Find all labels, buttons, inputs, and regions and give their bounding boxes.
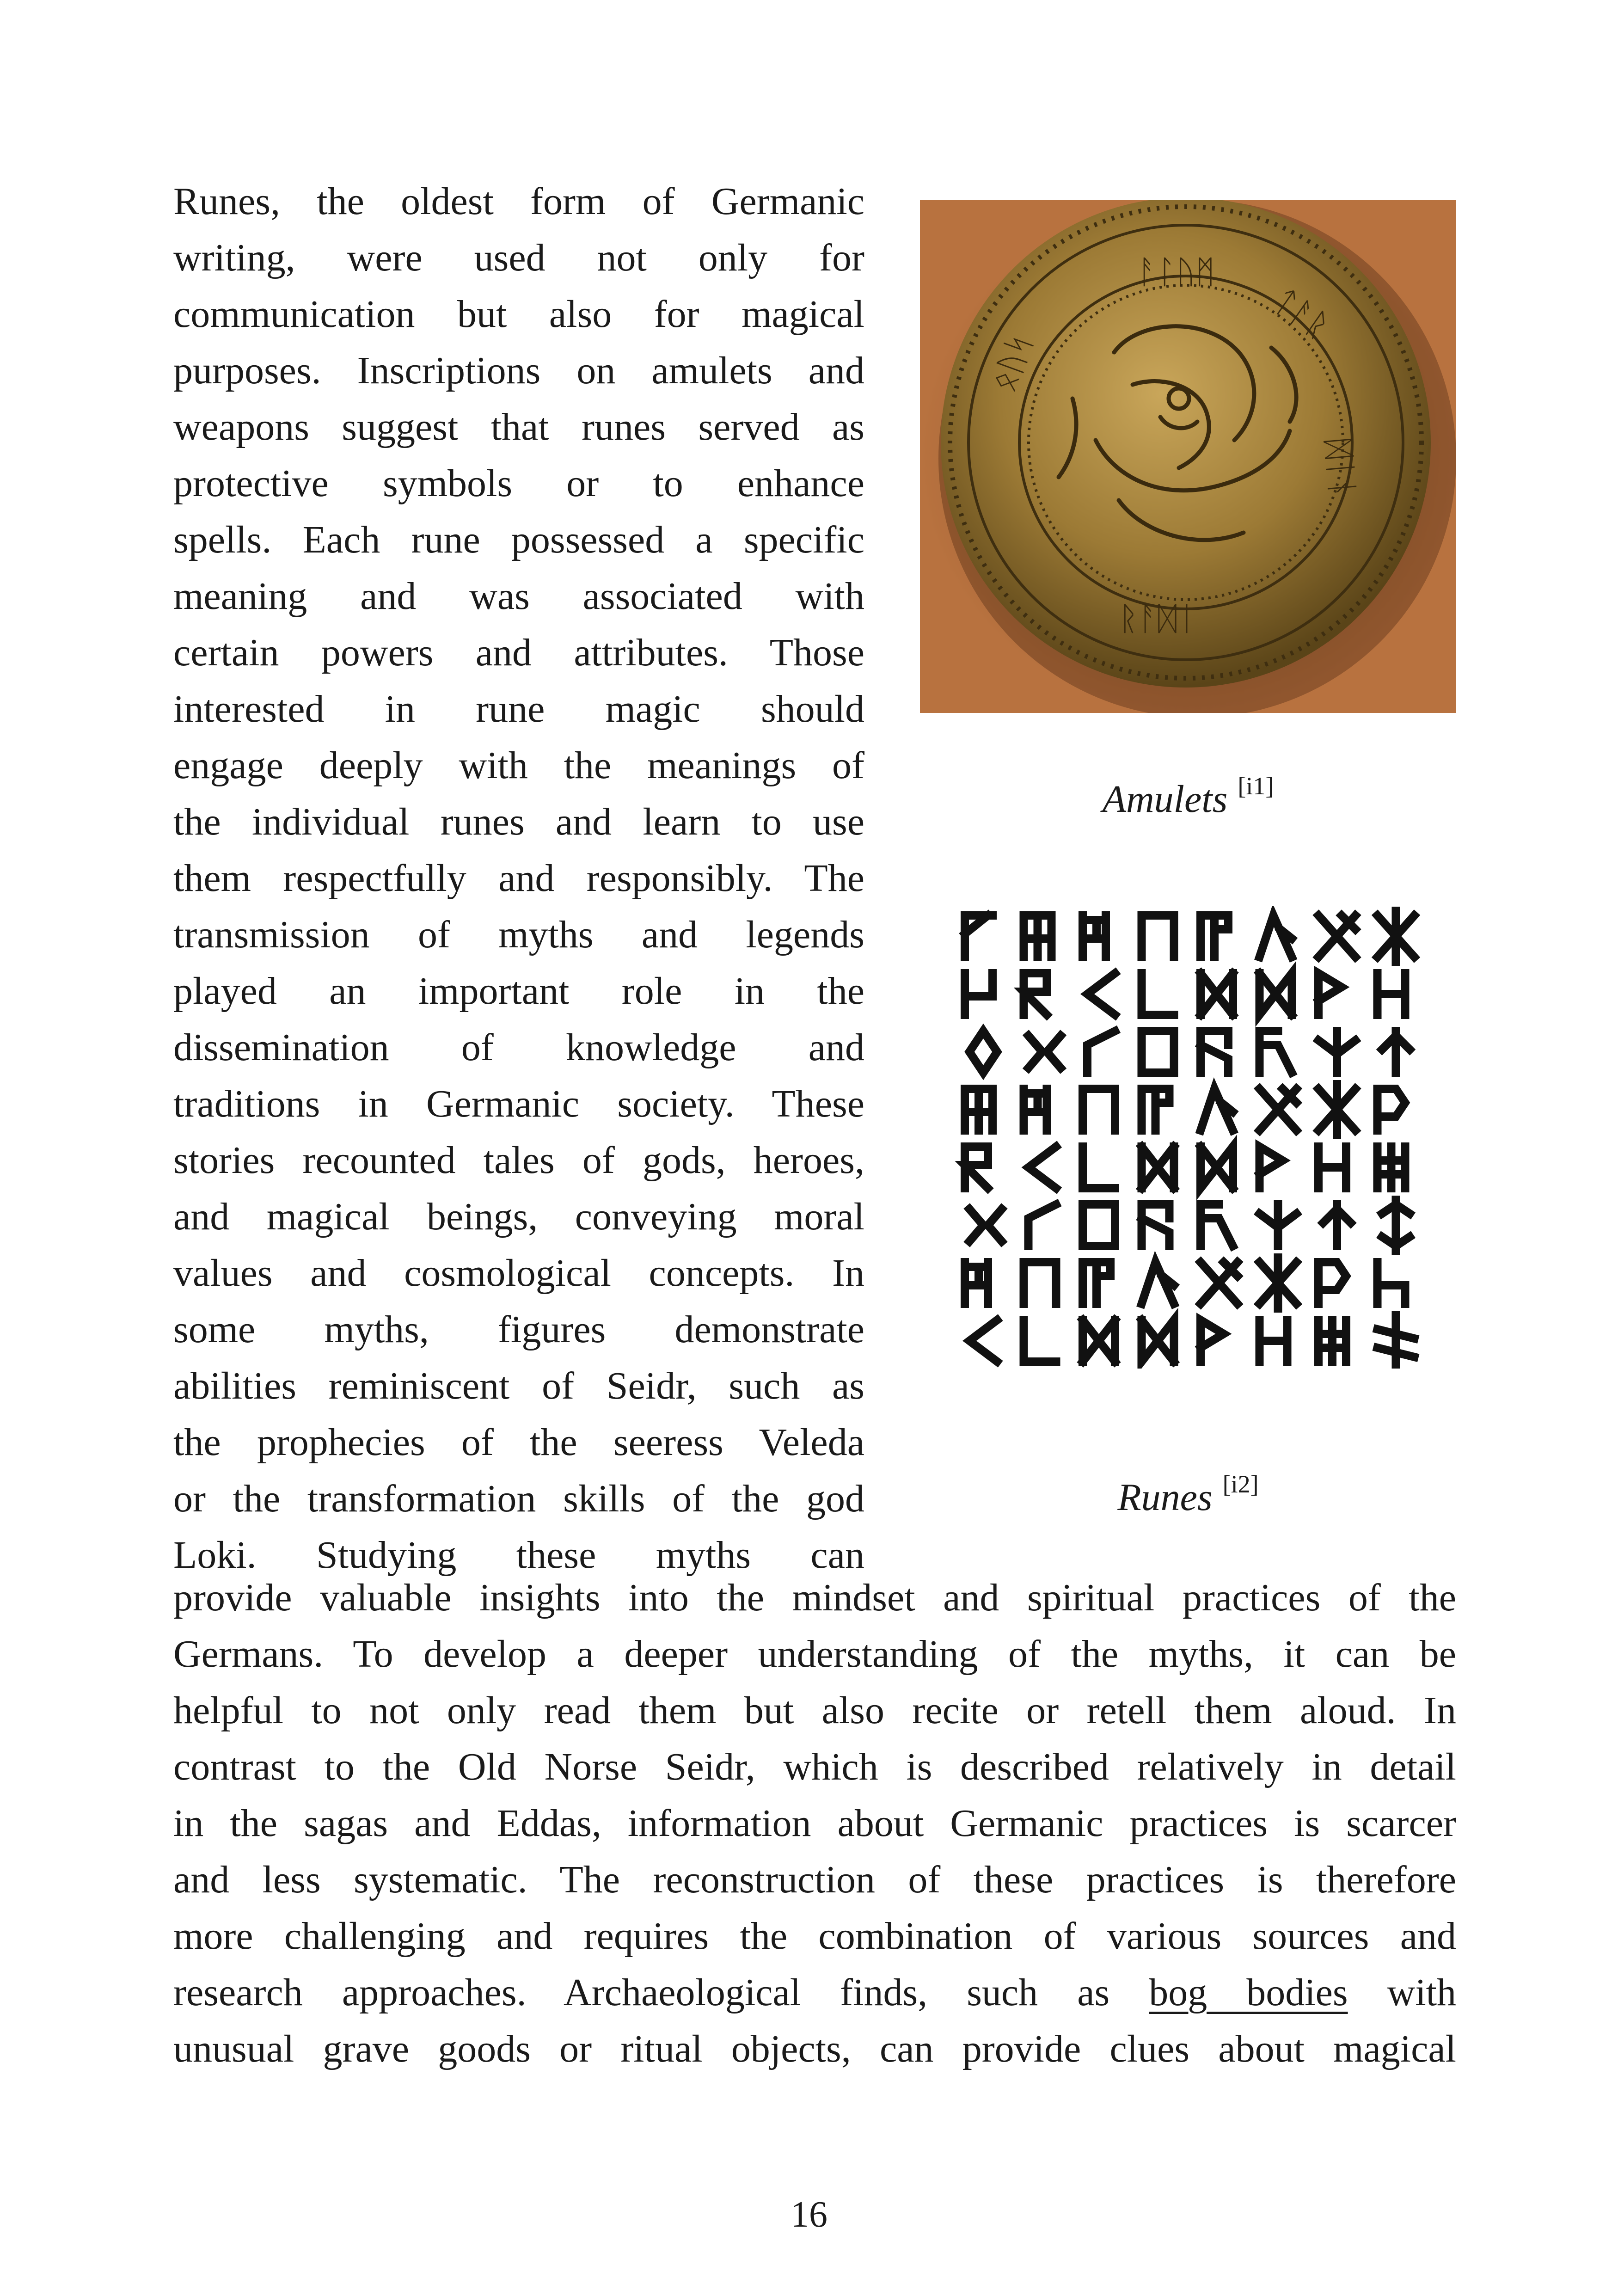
rune-glyph: [1083, 1147, 1115, 1188]
text-line: some myths, figures demonstrate: [173, 1308, 864, 1351]
rune-glyph: [965, 1089, 993, 1130]
text-line: the individual runes and learn to use: [173, 800, 864, 843]
text-line: in the sagas and Eddas, information about Germanic practices is scarcer: [173, 1802, 1456, 1845]
image-reference: [i1]: [1238, 772, 1274, 800]
rune-glyph: [1024, 1320, 1056, 1362]
rune-glyph: [969, 1209, 1002, 1241]
text-line: abilities reminiscent of Seidr, such as: [173, 1364, 864, 1407]
svg-text:ᛞᛁᚾ: ᛞᛁᚾ: [1319, 437, 1362, 499]
rune-glyph: [1142, 915, 1174, 957]
rune-glyph: [1378, 1147, 1405, 1188]
rune-glyph: [1378, 1262, 1405, 1304]
rune-glyph: [1024, 1262, 1056, 1304]
text-line: communication but also for magical: [173, 293, 864, 336]
svg-text:ᚱᚨᛞᛁ: ᚱᚨᛞᛁ: [1119, 600, 1196, 638]
rune-glyph: [1083, 1320, 1115, 1362]
rune-glyph: [965, 915, 993, 957]
rune-glyph: [1201, 973, 1233, 1015]
rune-glyph: [1378, 911, 1415, 962]
rune-glyph: [1201, 1031, 1228, 1073]
caption-text: Amulets: [1102, 778, 1228, 821]
svg-text:ᚨᛚᚢᛗ: ᚨᛚᚢᛗ: [1137, 253, 1215, 291]
text-line: the prophecies of the seeress Veleda: [173, 1421, 864, 1464]
text-line: more challenging and requires the combination of various sources and: [173, 1915, 1456, 1958]
rune-glyph: [1142, 973, 1174, 1015]
rune-glyph: [965, 1262, 988, 1304]
rune-glyph: [1318, 1147, 1346, 1188]
rune-glyph: [1142, 1089, 1170, 1130]
text-line: played an important role in the: [173, 970, 864, 1013]
text-line: and less systematic. The reconstruction of these practices is therefore: [173, 1858, 1456, 1901]
rune-glyph: [1087, 973, 1115, 1015]
text-line: values and cosmological concepts. In: [173, 1252, 864, 1295]
text-line: transmission of myths and legends: [173, 913, 864, 956]
amulet-caption: [920, 763, 1456, 823]
body-text-full-width: [173, 1570, 1456, 2077]
rune-glyph: [1201, 915, 1228, 957]
rune-glyph: [1029, 1147, 1056, 1188]
text-line: spells. Each rune possessed a specific: [173, 518, 864, 561]
rune-glyph: [1083, 1204, 1115, 1246]
text-line: them respectfully and responsibly. The: [173, 857, 864, 900]
rune-glyph: [965, 1147, 988, 1188]
text-line: interested in rune magic should: [173, 688, 864, 731]
rune-glyph: [1201, 1147, 1233, 1188]
caption-text: Runes: [1117, 1476, 1213, 1519]
runes-chart-image: [955, 906, 1426, 1369]
rune-glyph: [1201, 1089, 1233, 1130]
rune-glyph: [1142, 1031, 1174, 1073]
rune-glyph: [1083, 915, 1106, 957]
image-reference: [i2]: [1222, 1470, 1259, 1498]
text-segment: with: [1348, 1971, 1457, 2014]
rune-glyph: [1318, 1320, 1346, 1362]
text-line: certain powers and attributes. Those: [173, 631, 864, 674]
text-line: engage deeply with the meanings of: [173, 744, 864, 787]
body-text-wrapped: [173, 173, 864, 1584]
text-segment: research approaches. Archaeological finds, such as: [173, 1971, 1149, 2014]
rune-glyph: [1083, 1089, 1115, 1130]
text-line: contrast to the Old Norse Seidr, which is described relatively in detail: [173, 1745, 1456, 1788]
text-line-with-link: [173, 1964, 1456, 2021]
text-line: Loki. Studying these myths can: [173, 1534, 864, 1577]
rune-glyph: [1318, 915, 1355, 957]
text-line: Runes, the oldest form of Germanic: [173, 180, 864, 223]
rune-glyph: [1318, 973, 1342, 1015]
rune-glyph: [1142, 1262, 1174, 1304]
text-line: provide valuable insights into the mindset and spiritual practices of the: [173, 1576, 1456, 1619]
rune-glyph: [1378, 973, 1405, 1015]
rune-glyph: [1318, 1084, 1355, 1135]
rune-glyph: [1323, 1204, 1351, 1246]
amulet-photo: [920, 200, 1456, 713]
text-line: protective symbols or to enhance: [173, 462, 864, 505]
rune-glyph: [1382, 1031, 1410, 1073]
text-line: traditions in Germanic society. These: [173, 1082, 864, 1125]
text-line: helpful to not only read them but also recite or retell them aloud. In: [173, 1689, 1456, 1732]
rune-glyph: [1260, 1320, 1287, 1362]
rune-glyph: [1382, 1200, 1410, 1251]
rune-glyph: [1260, 973, 1292, 1015]
rune-glyph: [1201, 1204, 1233, 1246]
rune-glyph: [1260, 1089, 1297, 1130]
page-number: 16: [791, 2194, 827, 2235]
rune-glyph: [1260, 1204, 1297, 1246]
rune-glyph: [1260, 1031, 1292, 1073]
text-line: meaning and was associated with: [173, 575, 864, 618]
rune-glyph: [1318, 1031, 1355, 1073]
text-line: weapons suggest that runes served as: [173, 405, 864, 448]
rune-glyph: [1318, 1262, 1346, 1304]
runes-caption: [920, 1461, 1456, 1521]
rune-glyph: [1260, 1258, 1297, 1308]
rune-glyph: [969, 1031, 997, 1073]
text-line: stories recounted tales of gods, heroes,: [173, 1139, 864, 1182]
rune-glyph: [1087, 1031, 1115, 1073]
rune-glyph: [1024, 1089, 1047, 1130]
rune-glyph: [1083, 1262, 1110, 1304]
rune-glyph: [1029, 1036, 1061, 1068]
svg-text:ᛟᚢᛋ: ᛟᚢᛋ: [984, 329, 1040, 397]
rune-glyph: [1378, 1089, 1405, 1130]
rune-glyph: [1201, 1262, 1238, 1304]
rune-glyph: [1024, 973, 1047, 1015]
text-line: and magical beings, conveying moral: [173, 1195, 864, 1238]
rune-glyph: [1260, 915, 1292, 957]
text-line: Germans. To develop a deeper understanding of the myths, it can be: [173, 1633, 1456, 1676]
text-line: unusual grave goods or ritual objects, can provide clues about magical: [173, 2027, 1456, 2070]
text-line: writing, were used not only for: [173, 236, 864, 279]
rune-glyph: [965, 973, 993, 1015]
rune-glyph: [1024, 915, 1052, 957]
rune-glyph: [1029, 1204, 1056, 1246]
rune-glyph: [1260, 1147, 1283, 1188]
text-line: dissemination of knowledge and: [173, 1026, 864, 1069]
rune-glyph: [1142, 1147, 1174, 1188]
rune-glyph: [969, 1320, 997, 1362]
rune-glyph: [1201, 1320, 1224, 1362]
text-line: or the transformation skills of the god: [173, 1477, 864, 1520]
rune-glyph: [1378, 1315, 1415, 1366]
rune-glyph: [1142, 1320, 1174, 1362]
amulet-coin-image: [920, 200, 1456, 713]
bog-bodies-link[interactable]: bog bodies: [1149, 1971, 1348, 2014]
svg-text:ᛏᚨᚱ: ᛏᚨᚱ: [1267, 281, 1336, 346]
text-line: purposes. Inscriptions on amulets and: [173, 349, 864, 392]
rune-glyph: [1142, 1204, 1170, 1246]
